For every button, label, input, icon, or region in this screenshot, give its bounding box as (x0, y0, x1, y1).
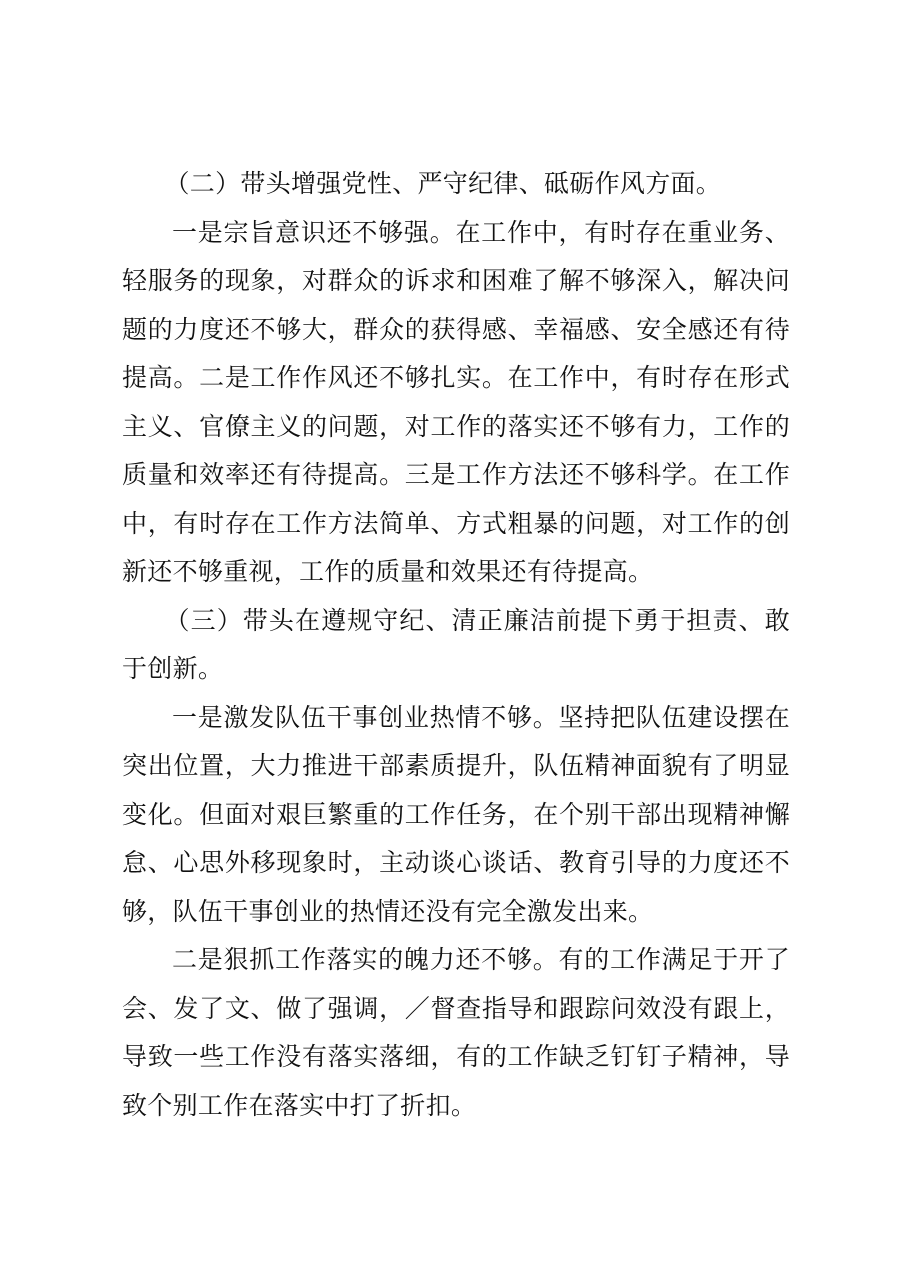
paragraph-section-3-item-2: 二是狠抓工作落实的魄力还不够。有的工作满足于开了会、发了文、做了强调，／督查指导和跟踪问效没有跟上，导致一些工作没有落实落细，有的工作缺乏钉钉子精神，导致个别工作在落实中打了折扣。 (122, 945, 790, 1120)
paragraph-section-2-body: 一是宗旨意识还不够强。在工作中，有时存在重业务、轻服务的现象，对群众的诉求和困难了解不够深入，解决问题的力度还不够大，群众的获得感、幸福感、安全感还有待提高。二是工作作风还不够扎实。在工作中，有时存在形式主义、官僚主义的问题，对工作的落实还不够有力，工作的质量和效率还有待提高。三是工作方法还不够科学。在工作中，有时存在工作方法简单、方式粗暴的问题，对工作的创新还不够重视，工作的质量和效果还有待提高。 (122, 217, 790, 586)
section-heading-2: （二）带头增强党性、严守纪律、砥砺作风方面。 (164, 169, 722, 198)
section-heading-3: （三）带头在遵规守纪、清正廉洁前提下勇于担责、敢于创新。 (122, 605, 790, 683)
document-body (122, 160, 790, 1130)
paragraph-section-3-item-1: 一是激发队伍干事创业热情不够。坚持把队伍建设摆在突出位置，大力推进干部素质提升，队伍精神面貌有了明显变化。但面对艰巨繁重的工作任务，在个别干部出现精神懈怠、心思外移现象时，主动谈心谈话、教育引导的力度还不够，队伍干事创业的热情还没有完全激发出来。 (122, 702, 790, 926)
